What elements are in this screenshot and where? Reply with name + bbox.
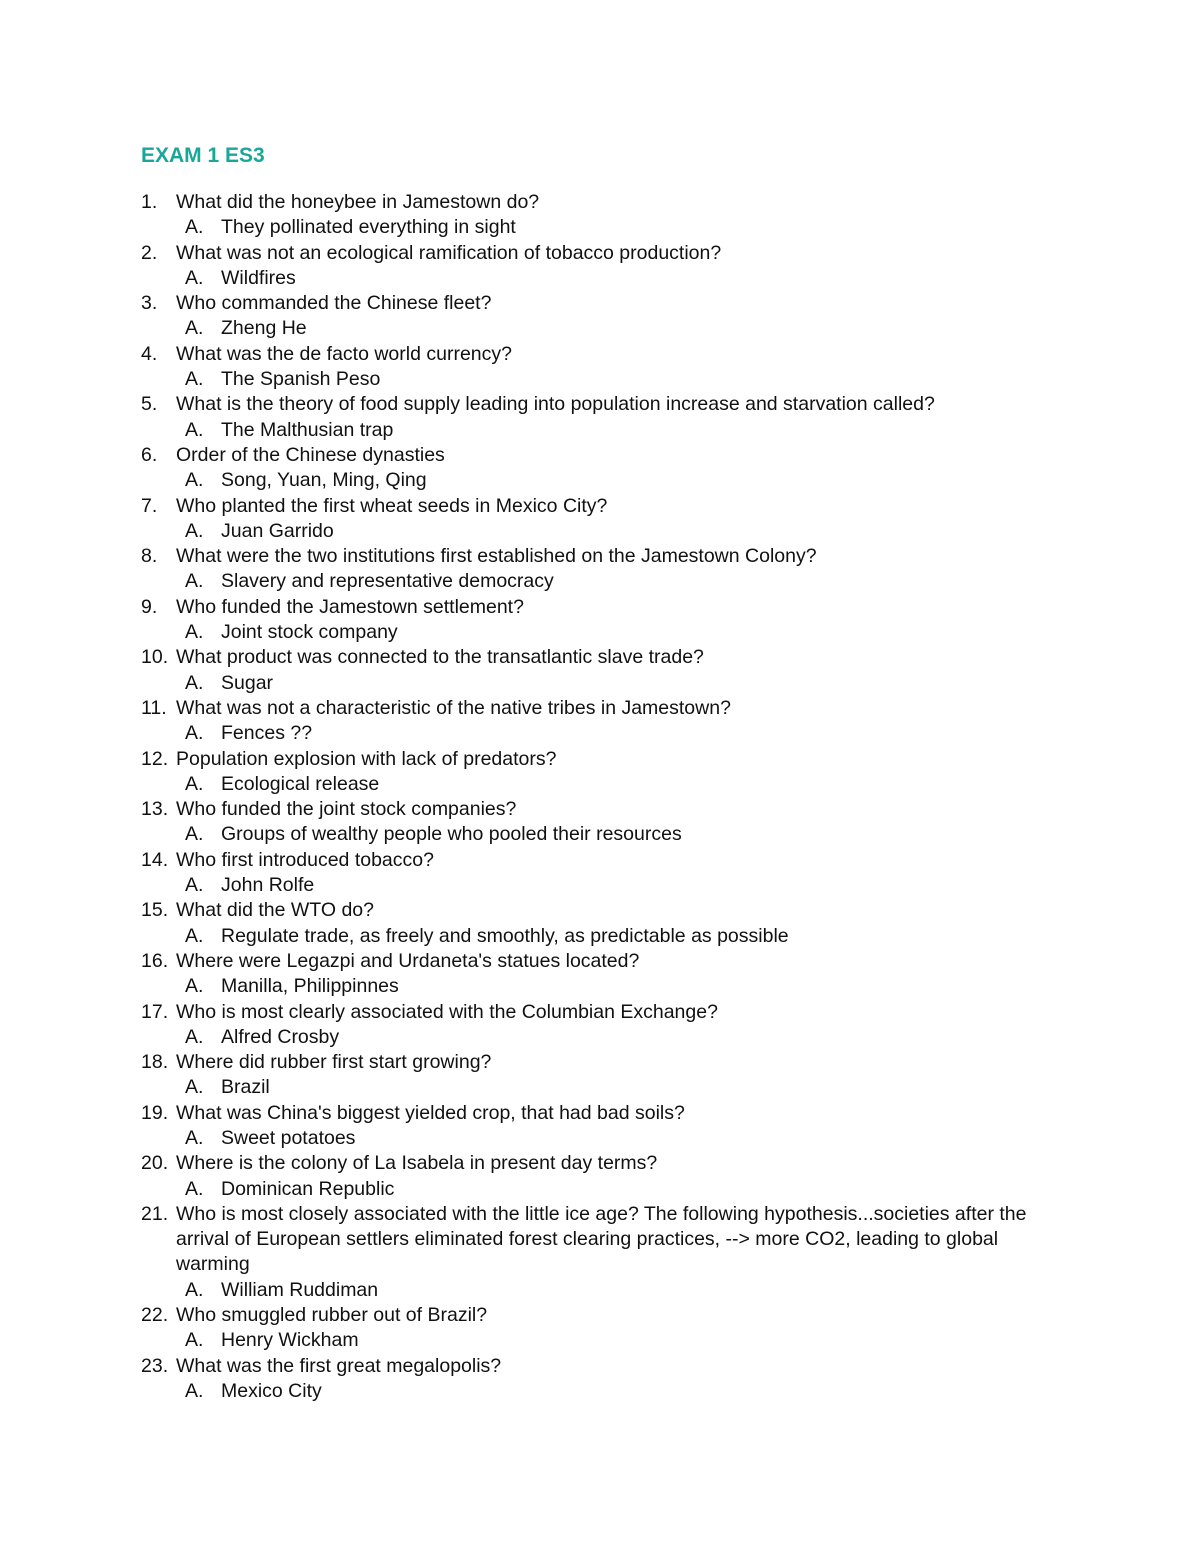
answer-letter: A. [185,1177,204,1200]
question-text: What was not an ecological ramification of tobacco production? [176,241,722,264]
answer-text: The Malthusian trap [221,418,394,441]
question-number: 10. [141,646,169,669]
question-text: Who funded the joint stock companies? [176,798,517,821]
answer-text: Manilla, Philippinnes [221,975,399,998]
answer-item [141,1126,1061,1151]
question-text: Where were Legazpi and Urdaneta's statues located? [176,949,640,972]
question-number: 5. [141,393,158,416]
answer-text: Mexico City [221,1379,322,1402]
answer-letter: A. [185,924,204,947]
question-text: Where is the colony of La Isabela in present day terms? [176,1152,658,1175]
question-text: Who smuggled rubber out of Brazil? [176,1304,488,1327]
answer-item [141,873,1061,898]
answer-item [141,1328,1061,1353]
answer-letter: A. [185,772,204,795]
answer-letter: A. [185,722,204,745]
answer-item [141,974,1061,999]
question-item [141,1151,1061,1202]
answer-letter: A. [185,266,204,289]
answer-letter: A. [185,519,204,542]
answer-item [141,1075,1061,1100]
question-text: What did the WTO do? [176,899,374,922]
answer-text: Slavery and representative democracy [221,570,554,593]
question-item [141,797,1061,848]
answer-letter: A. [185,1126,204,1149]
answer-letter: A. [185,317,204,340]
question-text: What were the two institutions first established on the Jamestown Colony? [176,545,817,568]
question-text: Where did rubber first start growing? [176,1051,492,1074]
answer-letter: A. [185,570,204,593]
question-item [141,848,1061,899]
answer-letter: A. [185,621,204,644]
answer-text: Song, Yuan, Ming, Qing [221,469,427,492]
answer-letter: A. [185,823,204,846]
question-number: 23. [141,1354,169,1377]
question-item [141,544,1061,595]
answer-letter: A. [185,1379,204,1402]
question-item [141,898,1061,949]
answer-item [141,266,1061,291]
question-item [141,494,1061,545]
question-text: Who first introduced tobacco? [176,848,434,871]
answer-text: Dominican Republic [221,1177,395,1200]
question-item [141,949,1061,1000]
answer-letter: A. [185,216,204,239]
question-item [141,1303,1061,1354]
question-item [141,241,1061,292]
answer-text: Juan Garrido [221,519,334,542]
question-number: 4. [141,342,158,365]
answer-item [141,316,1061,341]
answer-text: Brazil [221,1076,270,1099]
question-text: What is the theory of food supply leading into population increase and starvation called? [176,393,935,416]
question-number: 17. [141,1000,169,1023]
question-item [141,1101,1061,1152]
answer-letter: A. [185,1329,204,1352]
answer-item [141,1379,1061,1404]
question-item [141,696,1061,747]
answer-item [141,1278,1061,1303]
question-item [141,1354,1061,1405]
question-number: 2. [141,241,158,264]
question-text: Who planted the first wheat seeds in Mexico City? [176,494,608,517]
question-text: Order of the Chinese dynasties [176,443,445,466]
question-item [141,645,1061,696]
answer-text: Joint stock company [221,621,398,644]
answer-item [141,1025,1061,1050]
question-number: 20. [141,1152,169,1175]
answer-item [141,721,1061,746]
answer-text: Sweet potatoes [221,1126,356,1149]
answer-item [141,772,1061,797]
answer-item [141,215,1061,240]
answer-item [141,620,1061,645]
question-number: 19. [141,1101,169,1124]
question-number: 13. [141,798,169,821]
question-text: Population explosion with lack of predators? [176,747,557,770]
answer-letter: A. [185,1278,204,1301]
question-item [141,595,1061,646]
answer-letter: A. [185,671,204,694]
answer-text: William Ruddiman [221,1278,379,1301]
answer-text: Regulate trade, as freely and smoothly, as predictable as possible [221,924,789,947]
answer-letter: A. [185,368,204,391]
answer-text: Fences ?? [221,722,313,745]
question-number: 15. [141,899,169,922]
question-text: What was the de facto world currency? [176,342,512,365]
question-item [141,291,1061,342]
answer-text: Zheng He [221,317,307,340]
answer-text: Ecological release [221,772,380,795]
question-text: What product was connected to the transatlantic slave trade? [176,646,704,669]
question-item [141,1202,1061,1303]
question-item [141,443,1061,494]
question-number: 6. [141,443,158,466]
answer-letter: A. [185,1076,204,1099]
answer-text: They pollinated everything in sight [221,216,516,239]
answer-text: John Rolfe [221,874,315,897]
question-item [141,1050,1061,1101]
question-text: Who commanded the Chinese fleet? [176,292,492,315]
question-number: 14. [141,848,169,871]
question-list [141,190,1061,1404]
question-text: What was the first great megalopolis? [176,1354,502,1377]
answer-text: Alfred Crosby [221,1025,340,1048]
question-number: 11. [141,696,167,719]
answer-text: The Spanish Peso [221,368,381,391]
answer-item [141,822,1061,847]
question-number: 12. [141,747,169,770]
answer-item [141,1177,1061,1202]
question-text: What did the honeybee in Jamestown do? [176,191,540,213]
question-text: Who funded the Jamestown settlement? [176,595,524,618]
question-text: What was China's biggest yielded crop, that had bad soils? [176,1101,685,1124]
question-item [141,392,1061,443]
question-number: 21. [141,1202,169,1225]
answer-letter: A. [185,469,204,492]
answer-text: Wildfires [221,266,296,289]
question-number: 1. [141,191,158,213]
question-item [141,190,1061,241]
document-title: EXAM 1 ES3 [141,144,265,167]
question-number: 3. [141,292,158,315]
question-number: 22. [141,1304,169,1327]
answer-item [141,671,1061,696]
answer-item [141,569,1061,594]
answer-item [141,418,1061,443]
answer-item [141,468,1061,493]
answer-letter: A. [185,1025,204,1048]
answer-item [141,924,1061,949]
question-number: 18. [141,1051,169,1074]
answer-item [141,367,1061,392]
question-item [141,747,1061,798]
answer-text: Sugar [221,671,274,694]
question-item [141,1000,1061,1051]
answer-letter: A. [185,418,204,441]
answer-letter: A. [185,975,204,998]
question-number: 8. [141,545,158,568]
answer-item [141,519,1061,544]
question-item [141,342,1061,393]
question-number: 9. [141,595,158,618]
question-number: 16. [141,949,169,972]
question-text: Who is most clearly associated with the Columbian Exchange? [176,1000,718,1023]
answer-letter: A. [185,874,204,897]
question-text: What was not a characteristic of the native tribes in Jamestown? [176,696,731,719]
question-number: 7. [141,494,158,517]
question-text: Who is most closely associated with the little ice age? The following hypothesis...societies after the arrival of European settlers eliminated forest clearing practices, --> more CO2, leading to global warming [176,1202,1027,1276]
answer-text: Groups of wealthy people who pooled their resources [221,823,682,846]
answer-text: Henry Wickham [221,1329,359,1352]
